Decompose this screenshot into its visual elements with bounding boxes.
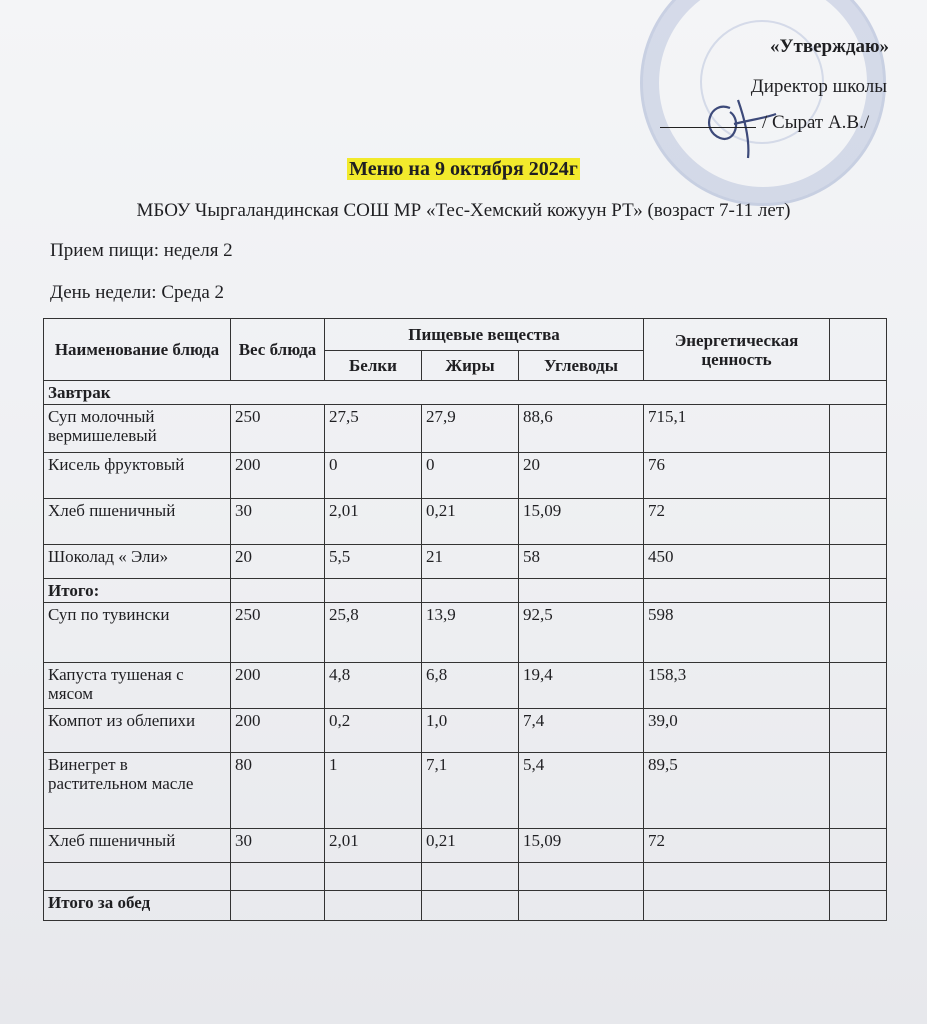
header-name: Наименование блюда [44, 319, 231, 381]
table-row: Капуста тушеная с мясом 200 4,8 6,8 19,4 158,3 [44, 663, 887, 709]
school-name: МБОУ Чыргаландинская СОШ МР «Тес-Хемский кожуун РТ» (возраст 7-11 лет) [136, 200, 791, 221]
director-label: Директор школы [750, 76, 887, 97]
total-row [44, 579, 887, 603]
empty-row [44, 863, 887, 891]
header-protein: Белки [325, 351, 422, 381]
header-empty [830, 319, 887, 381]
table-row: Суп молочный вермишелевый 250 27,5 27,9 88,6 715,1 [44, 405, 887, 453]
signature-line [660, 112, 869, 134]
header-fat: Жиры [422, 351, 519, 381]
lunch-total-row [44, 891, 887, 921]
menu-title [0, 158, 927, 181]
section-breakfast: Завтрак [44, 381, 887, 405]
meal-line: Прием пищи: неделя 2 [50, 240, 233, 261]
header-weight: Вес блюда [231, 319, 325, 381]
approval-label: «Утверждаю» [770, 36, 889, 57]
section-lunch-total: Итого за обед [44, 891, 231, 921]
table-row: Шоколад « Эли» 20 5,5 21 58 450 [44, 545, 887, 579]
header-carbs: Углеводы [519, 351, 644, 381]
table-row: Компот из облепихи 200 0,2 1,0 7,4 39,0 [44, 709, 887, 753]
menu-title-text: Меню на 9 октября 2024г [349, 158, 578, 180]
table-row: Хлеб пшеничный 30 2,01 0,21 15,09 72 [44, 829, 887, 863]
table-row: Хлеб пшеничный 30 2,01 0,21 15,09 72 [44, 499, 887, 545]
header-nutrients: Пищевые вещества [325, 319, 644, 351]
table-row: Кисель фруктовый 200 0 0 20 76 [44, 453, 887, 499]
signature-name: / Сырат А.В./ [762, 112, 870, 133]
menu-table [43, 318, 887, 921]
header-energy: Энергетическая ценность [644, 319, 830, 381]
table-row: Суп по тувински 250 25,8 13,9 92,5 598 [44, 603, 887, 663]
day-line: День недели: Среда 2 [50, 282, 225, 303]
table-row: Винегрет в растительном масле 80 1 7,1 5,4 89,5 [44, 753, 887, 829]
signature-blank [660, 127, 756, 128]
section-total: Итого: [44, 579, 231, 603]
